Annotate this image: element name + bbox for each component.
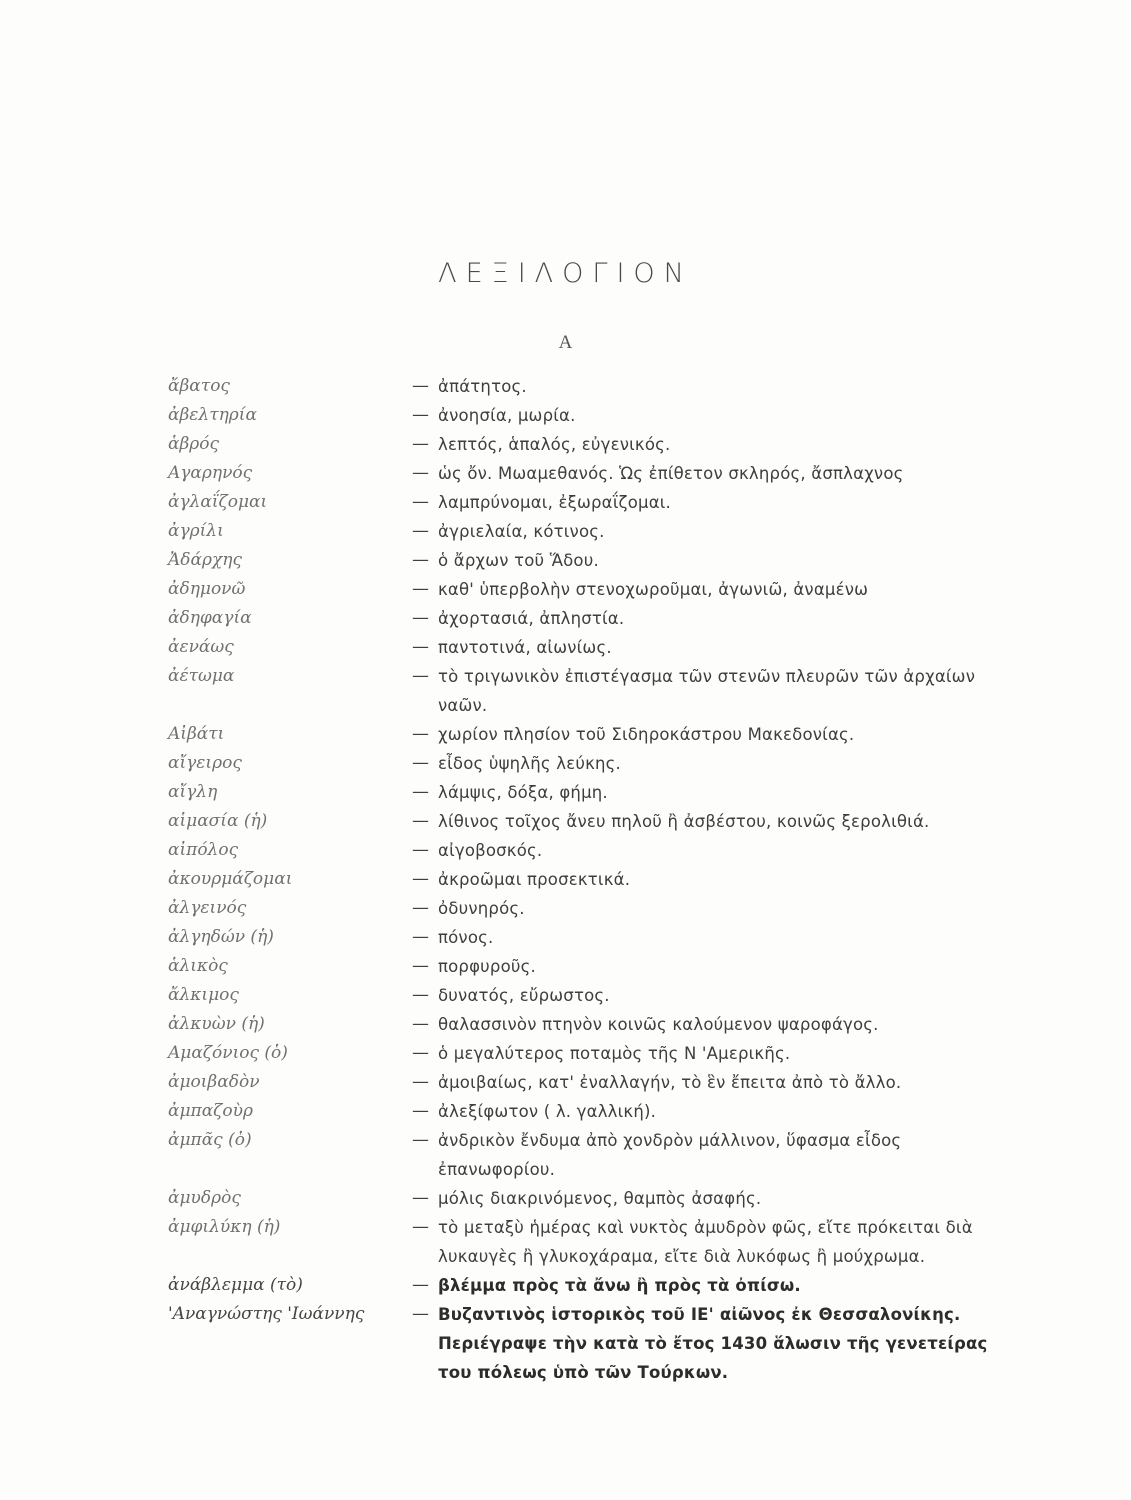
entry-definition: ὀδυνηρός.: [438, 899, 525, 918]
glossary-list: [0, 372, 1131, 1387]
entry-definition: λεπτός, ἁπαλός, εὐγενικός.: [438, 435, 671, 454]
glossary-entry: [0, 546, 1131, 575]
entry-term: αἴγλη: [168, 782, 218, 802]
entry-dash: —: [412, 405, 429, 425]
entry-dash: —: [412, 898, 429, 918]
entry-definition: ἀκροῶμαι προσεκτικά.: [438, 870, 631, 889]
glossary-entry: [0, 430, 1131, 459]
entry-definition: ἀχορτασιά, ἀπληστία.: [438, 609, 625, 628]
entry-definition: τὸ τριγωνικὸν ἐπιστέγασμα τῶν στενῶν πλευρῶν τῶν ἀρχαίων ναῶν.: [438, 667, 976, 715]
glossary-entry: [0, 720, 1131, 749]
entry-term: αἴγειρος: [168, 753, 242, 773]
glossary-entry: [0, 749, 1131, 778]
glossary-entry: [0, 1068, 1131, 1097]
entry-dash: —: [412, 666, 429, 686]
entry-dash: —: [412, 956, 429, 976]
entry-definition: ἀλεξίφωτον ( λ. γαλλική).: [438, 1102, 657, 1121]
entry-term: Αμαζόνιος (ὁ): [168, 1043, 288, 1063]
entry-definition: εἶδος ὑψηλῆς λεύκης.: [438, 754, 622, 773]
entry-term: ἀλκυὼν (ἡ): [168, 1014, 265, 1034]
glossary-entry: [0, 807, 1131, 836]
entry-definition: δυνατός, εὔρωστος.: [438, 986, 610, 1005]
entry-dash: —: [412, 753, 429, 773]
glossary-entry: [0, 1184, 1131, 1213]
glossary-entry: [0, 575, 1131, 604]
glossary-entry: [0, 662, 1131, 720]
entry-definition: ὁ ἄρχων τοῦ Ἅδου.: [438, 551, 599, 570]
entry-dash: —: [412, 927, 429, 947]
glossary-entry: [0, 865, 1131, 894]
entry-definition: ἀγριελαία, κότινος.: [438, 522, 605, 541]
glossary-entry: [0, 1213, 1131, 1271]
glossary-entry: [0, 401, 1131, 430]
entry-dash: —: [412, 840, 429, 860]
glossary-entry: [0, 923, 1131, 952]
entry-term: Ἀδάρχης: [168, 550, 242, 570]
glossary-entry: [0, 1300, 1131, 1387]
entry-definition: πόνος.: [438, 928, 494, 947]
glossary-entry: [0, 633, 1131, 662]
entry-term: αἰπόλος: [168, 840, 239, 860]
entry-dash: —: [412, 637, 429, 657]
entry-dash: —: [412, 463, 429, 483]
entry-definition: ἀπάτητος.: [438, 377, 527, 396]
entry-term: ἀέτωμα: [168, 666, 235, 686]
entry-definition: βλέμμα πρὸς τὰ ἄνω ἢ πρὸς τὰ ὀπίσω.: [438, 1276, 801, 1295]
entry-dash: —: [412, 434, 429, 454]
entry-term: Αγαρηνός: [168, 463, 253, 483]
entry-dash: —: [412, 550, 429, 570]
entry-definition: καθ' ὑπερβολὴν στενοχωροῦμαι, ἀγωνιῶ, ἀναμένω: [438, 580, 869, 599]
entry-definition: θαλασσινὸν πτηνὸν κοινῶς καλούμενον ψαροφάγος.: [438, 1015, 879, 1034]
entry-dash: —: [412, 1275, 429, 1295]
entry-term: ἀμπᾶς (ὁ): [168, 1130, 252, 1150]
glossary-entry: [0, 1097, 1131, 1126]
entry-term: ἀενάως: [168, 637, 234, 657]
entry-dash: —: [412, 1188, 429, 1208]
entry-definition: μόλις διακρινόμενος, θαμπὸς ἀσαφής.: [438, 1189, 762, 1208]
glossary-entry: [0, 488, 1131, 517]
entry-term: ἄβατος: [168, 376, 230, 396]
page-title: ΛΕΞΙΛΟΓΙΟΝ: [438, 258, 693, 289]
glossary-entry: [0, 1126, 1131, 1184]
entry-definition: χωρίον πλησίον τοῦ Σιδηροκάστρου Μακεδονίας.: [438, 725, 855, 744]
entry-definition: Βυζαντινὸς ἱστορικὸς τοῦ ΙΕ' αἰῶνος ἐκ Θεσσαλονίκης. Περιέγραψε τὴν κατὰ τὸ ἔτος 1430 ἅλωσιν τῆς γενετείρας του πόλεως ὑπὸ τῶν Τούρκων.: [438, 1305, 988, 1382]
entry-dash: —: [412, 1014, 429, 1034]
entry-dash: —: [412, 608, 429, 628]
entry-dash: —: [412, 985, 429, 1005]
entry-definition: λίθινος τοῖχος ἄνευ πηλοῦ ἢ ἀσβέστου, κοινῶς ξερολιθιά.: [438, 812, 930, 831]
entry-term: 'Αναγνώστης 'Ιωάννης: [168, 1304, 365, 1324]
glossary-entry: [0, 1271, 1131, 1300]
entry-dash: —: [412, 521, 429, 541]
glossary-entry: [0, 894, 1131, 923]
entry-term: ἀβελτηρία: [168, 405, 257, 425]
entry-term: ἀγρίλι: [168, 521, 224, 541]
entry-dash: —: [412, 1130, 429, 1150]
glossary-entry: [0, 604, 1131, 633]
entry-dash: —: [412, 1101, 429, 1121]
entry-term: ἄλκιμος: [168, 985, 239, 1005]
entry-dash: —: [412, 1043, 429, 1063]
entry-definition: ἀμοιβαίως, κατ' ἐναλλαγήν, τὸ ἓν ἔπειτα ἀπὸ τὸ ἄλλο.: [438, 1073, 902, 1092]
glossary-entry: [0, 459, 1131, 488]
entry-term: ἀλγεινός: [168, 898, 247, 918]
glossary-entry: [0, 952, 1131, 981]
entry-term: ἀλγηδών (ἡ): [168, 927, 274, 947]
entry-definition: λάμψις, δόξα, φήμη.: [438, 783, 608, 802]
glossary-entry: [0, 517, 1131, 546]
entry-dash: —: [412, 1072, 429, 1092]
entry-term: ἀμοιβαδὸν: [168, 1072, 260, 1092]
entry-dash: —: [412, 1217, 429, 1237]
entry-term: ἁβρός: [168, 434, 220, 454]
glossary-entry: [0, 981, 1131, 1010]
entry-term: ἀκουρμάζομαι: [168, 869, 293, 889]
entry-term: ἀμπαζοὺρ: [168, 1101, 253, 1121]
glossary-entry: [0, 1010, 1131, 1039]
entry-dash: —: [412, 579, 429, 599]
entry-term: ἁλικὸς: [168, 956, 228, 976]
entry-term: ἀμυδρὸς: [168, 1188, 241, 1208]
entry-term: ἀγλαΐζομαι: [168, 492, 268, 512]
glossary-entry: [0, 1039, 1131, 1068]
entry-definition: ἀνδρικὸν ἔνδυμα ἀπὸ χονδρὸν μάλλινον, ὕφασμα εἶδος ἐπανωφορίου.: [438, 1131, 902, 1179]
entry-term: ἀδημονῶ: [168, 579, 246, 599]
entry-definition: λαμπρύνομαι, ἐξωραΐζομαι.: [438, 493, 671, 512]
glossary-entry: [0, 778, 1131, 807]
entry-term: Αἰβάτι: [168, 724, 225, 744]
entry-dash: —: [412, 1304, 429, 1324]
entry-definition: τὸ μεταξὺ ἡμέρας καὶ νυκτὸς ἀμυδρὸν φῶς, εἴτε πρόκειται διὰ λυκαυγὲς ἢ γλυκοχάραμα, εἴτε διὰ λυκόφως ἢ μούχρωμα.: [438, 1218, 973, 1266]
entry-term: ἀμφιλύκη (ἡ): [168, 1217, 281, 1237]
entry-definition: ὡς ὄν. Μωαμεθανός. Ὡς ἐπίθετον σκληρός, ἄσπλαχνος: [438, 464, 904, 483]
entry-dash: —: [412, 782, 429, 802]
entry-dash: —: [412, 724, 429, 744]
entry-definition: πορφυροῦς.: [438, 957, 536, 976]
entry-term: ἀδηφαγία: [168, 608, 252, 628]
entry-dash: —: [412, 376, 429, 396]
entry-definition: ἀνοησία, μωρία.: [438, 406, 576, 425]
entry-term: αἱμασία (ἡ): [168, 811, 268, 831]
entry-dash: —: [412, 492, 429, 512]
entry-term: ἀνάβλεμμα (τὸ): [168, 1275, 303, 1295]
glossary-entry: [0, 372, 1131, 401]
entry-definition: ὁ μεγαλύτερος ποταμὸς τῆς Ν 'Αμερικῆς.: [438, 1044, 791, 1063]
glossary-entry: [0, 836, 1131, 865]
entry-dash: —: [412, 811, 429, 831]
entry-definition: αἰγοβοσκός.: [438, 841, 543, 860]
section-letter: Α: [558, 332, 573, 353]
entry-dash: —: [412, 869, 429, 889]
entry-definition: παντοτινά, αἰωνίως.: [438, 638, 612, 657]
